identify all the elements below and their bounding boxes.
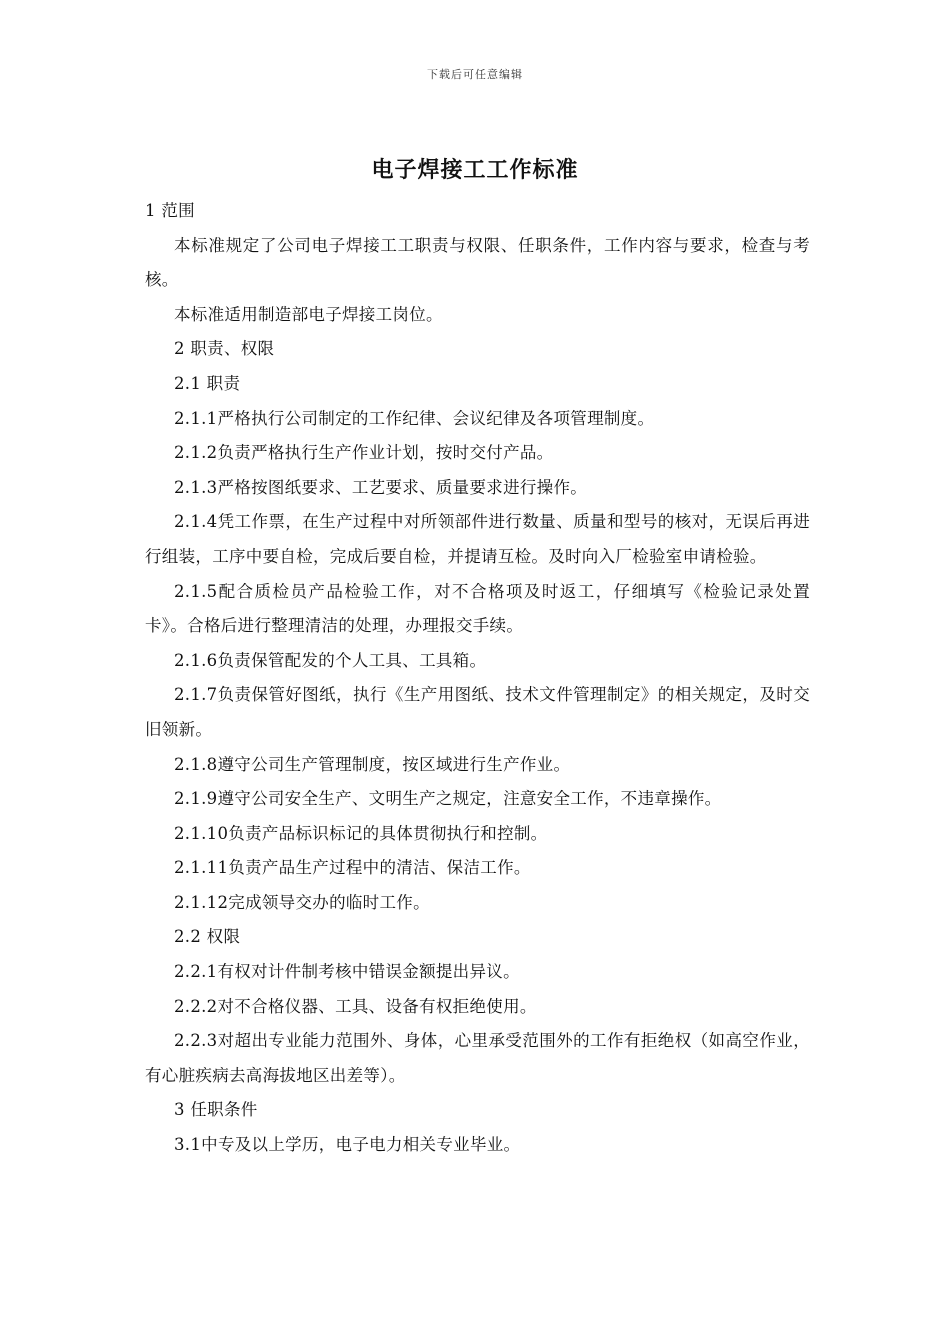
clause: 2.1.3严格按图纸要求、工艺要求、质量要求进行操作。	[174, 477, 588, 497]
clause: 2.1.10负责产品标识标记的具体贯彻执行和控制。	[174, 823, 548, 843]
clause: 2.2.2对不合格仪器、工具、设备有权拒绝使用。	[174, 996, 537, 1016]
clause: 2.1.1严格执行公司制定的工作纪律、会议纪律及各项管理制度。	[174, 408, 655, 428]
section-heading-qualifications: 3 任职条件	[174, 1100, 258, 1120]
document-title: 电子焊接工工作标准	[371, 157, 579, 183]
clause: 2.2.1有权对计件制考核中错误金额提出异议。	[174, 962, 520, 982]
clause: 2.1.7负责保管好图纸，执行《生产用图纸、技术文件管理制定》的相关规定，及时交旧领新。	[145, 685, 810, 739]
clause: 2.2.3对超出专业能力范围外、身体，心里承受范围外的工作有拒绝权（如高空作业，有心脏疾病去高海拔地区出差等）。	[145, 1031, 810, 1085]
clause: 2.1.9遵守公司安全生产、文明生产之规定，注意安全工作，不违章操作。	[174, 789, 722, 809]
clause: 3.1中专及以上学历，电子电力相关专业毕业。	[174, 1135, 521, 1155]
document-body	[145, 194, 810, 1163]
clause: 2.1.2负责严格执行生产作业计划，按时交付产品。	[174, 443, 554, 463]
subsection-heading: 2.1 职责	[174, 373, 241, 393]
paragraph: 本标准适用制造部电子焊接工岗位。	[174, 304, 443, 324]
clause: 2.1.6负责保管配发的个人工具、工具箱。	[174, 650, 487, 670]
subsection-heading: 2.2 权限	[174, 927, 241, 947]
page-header-note: 下载后可任意编辑	[427, 68, 523, 81]
clause: 2.1.5配合质检员产品检验工作，对不合格项及时返工，仔细填写《检验记录处置卡》。合格后进行整理清洁的处理，办理报交手续。	[145, 581, 810, 636]
clause: 2.1.4凭工作票，在生产过程中对所领部件进行数量、质量和型号的核对，无误后再进行组装，工序中要自检，完成后要自检，并提请互检。及时向入厂检验室申请检验。	[145, 512, 810, 566]
paragraph: 本标准规定了公司电子焊接工工职责与权限、任职条件，工作内容与要求，检查与考核。	[145, 235, 810, 290]
section-heading-duties: 2 职责、权限	[174, 339, 275, 359]
clause: 2.1.8遵守公司生产管理制度，按区域进行生产作业。	[174, 754, 571, 774]
clause: 2.1.12完成领导交办的临时工作。	[174, 892, 430, 912]
clause: 2.1.11负责产品生产过程中的清洁、保洁工作。	[174, 858, 531, 878]
section-heading-scope: 1 范围	[145, 201, 195, 220]
